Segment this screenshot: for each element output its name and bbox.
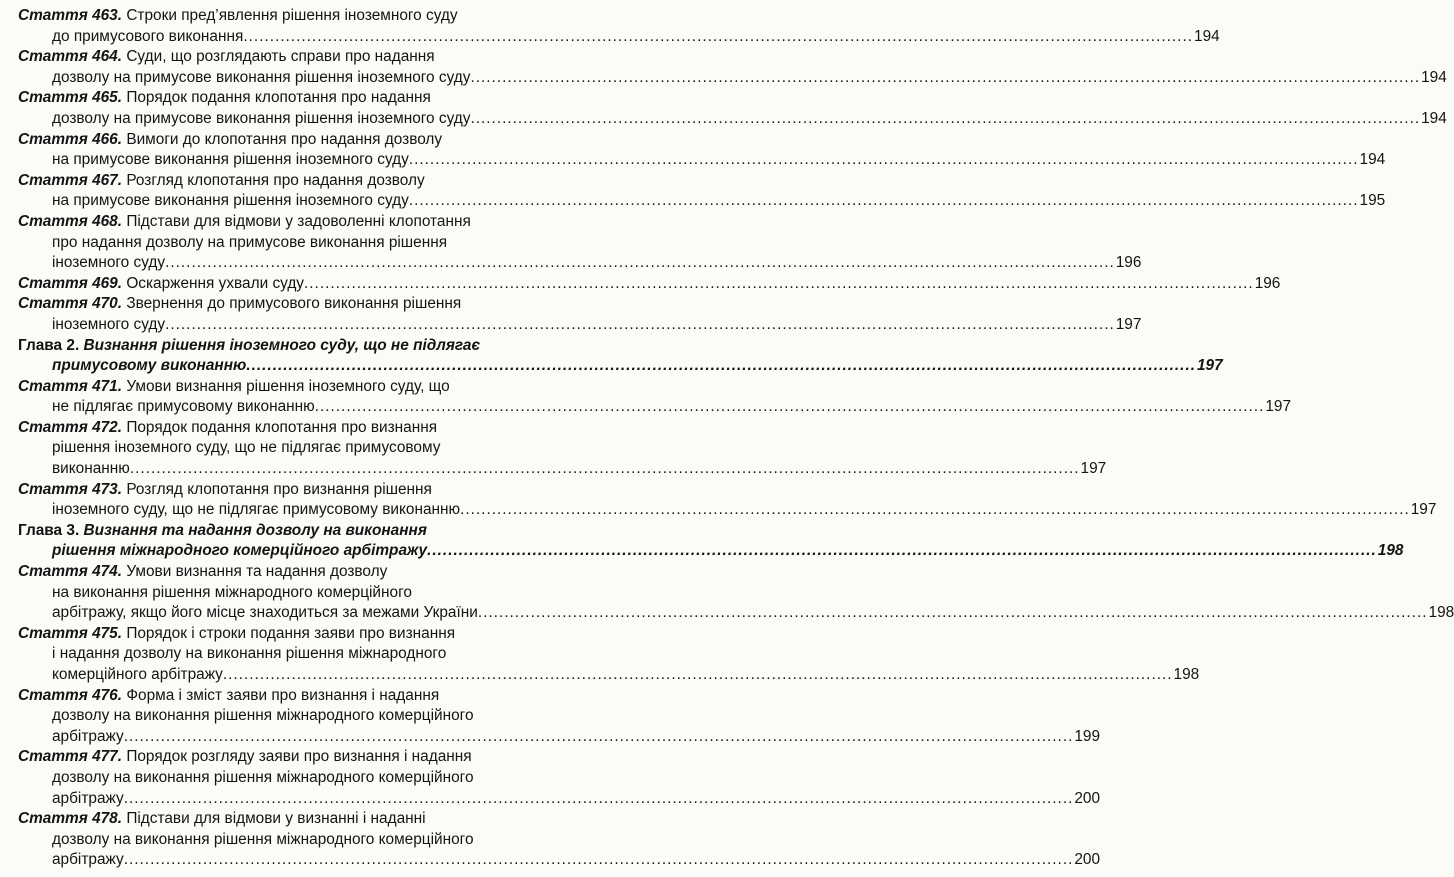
dot-leader	[409, 191, 1359, 212]
entry-title-text: про надання дозволу на примусове виконання рішення	[52, 233, 448, 251]
toc-line-text	[52, 191, 409, 212]
toc-chapter	[18, 521, 1404, 562]
toc-line	[18, 789, 1101, 810]
toc-article	[18, 171, 1386, 212]
article-label: Стаття 463.	[18, 7, 123, 24]
toc-line	[18, 562, 600, 583]
page-number: 200	[1074, 851, 1101, 869]
entry-title-text: Умови визнання рішення іноземного суду, що	[126, 377, 450, 395]
toc-line	[18, 130, 600, 151]
toc-line	[18, 191, 1386, 212]
dot-leader	[478, 603, 1428, 624]
entry-title-text: на виконання рішення міжнародного комерційного	[52, 583, 412, 601]
toc-line	[18, 459, 1107, 480]
table-of-contents	[18, 6, 1454, 871]
entry-title-text: Вимоги до клопотання про надання дозволу	[126, 130, 443, 148]
toc-line-text	[52, 850, 124, 871]
entry-title-text: арбітражу	[52, 789, 124, 807]
toc-article	[18, 624, 1200, 686]
dot-leader	[460, 500, 1410, 521]
toc-line	[18, 438, 600, 459]
article-label: Стаття 470.	[18, 295, 123, 313]
entry-title-text: арбітражу, якщо його місце знаходиться за межами України	[52, 604, 478, 622]
page-number: 195	[1359, 192, 1386, 210]
chapter-label: Глава 2.	[18, 336, 80, 354]
entry-title-text: Розгляд клопотання про визнання рішення	[126, 480, 432, 498]
entry-title-text: Порядок розгляду заяви про визнання і надання	[126, 748, 472, 766]
entry-title-text: Оскарження ухвали суду	[126, 274, 304, 292]
entry-title-text: Строки пред’явлення рішення іноземного суду	[126, 7, 458, 24]
page-number: 194	[1359, 151, 1386, 169]
toc-article	[18, 809, 1101, 871]
article-label: Стаття 467.	[18, 171, 123, 189]
article-label: Стаття 466.	[18, 130, 123, 148]
toc-line	[18, 171, 600, 192]
page-number: 197	[1265, 398, 1292, 416]
entry-title-text: примусовому виконанню	[52, 357, 247, 375]
entry-title-text: дозволу на примусове виконання рішення іноземного суду	[52, 68, 471, 86]
toc-line-text	[52, 500, 460, 521]
entry-title-text: виконанню	[52, 460, 130, 478]
toc-line	[18, 603, 1454, 624]
article-label: Стаття 469.	[18, 274, 123, 292]
dot-leader	[304, 274, 1254, 295]
dot-leader	[409, 150, 1359, 171]
entry-title-text: дозволу на примусове виконання рішення іноземного суду	[52, 109, 471, 127]
toc-line	[18, 377, 600, 398]
toc-line	[18, 727, 1101, 748]
page-number: 194	[1421, 109, 1447, 127]
article-label: Стаття 464.	[18, 48, 123, 66]
toc-line-text	[52, 253, 165, 274]
toc-line	[18, 418, 600, 439]
entry-title-text: Розгляд клопотання про надання дозволу	[126, 171, 425, 189]
toc-line	[18, 850, 1101, 871]
dot-leader	[470, 68, 1420, 89]
article-label: Стаття 475.	[18, 624, 123, 642]
toc-line-text	[52, 397, 315, 418]
entry-title-text: дозволу на виконання рішення міжнародного комерційного	[52, 707, 474, 725]
entry-title-text: арбітражу	[52, 851, 124, 869]
entry-title-text: Порядок подання клопотання про надання	[126, 89, 431, 107]
toc-line	[18, 233, 600, 254]
toc-line	[18, 27, 1220, 48]
page-number: 197	[1410, 501, 1437, 519]
dot-leader	[427, 541, 1377, 562]
toc-line-text	[52, 727, 124, 748]
page-number: 198	[1377, 542, 1404, 560]
entry-title-text: Умови визнання та надання дозволу	[126, 563, 388, 581]
page-number: 197	[1080, 460, 1107, 478]
toc-article	[18, 418, 1107, 480]
toc-line	[18, 706, 600, 727]
entry-title-text: Форма і зміст заяви про визнання і надання	[126, 686, 440, 704]
toc-line	[18, 150, 1386, 171]
entry-title-text: дозволу на виконання рішення міжнародного комерційного	[52, 768, 474, 786]
toc-line	[18, 747, 600, 768]
article-label: Стаття 471.	[18, 377, 123, 395]
page-number: 196	[1254, 274, 1281, 292]
toc-line	[18, 68, 1447, 89]
toc-chapter	[18, 336, 1223, 377]
article-label: Стаття 473.	[18, 480, 123, 498]
entry-title-text: Підстави для відмови у задоволенні клопотання	[126, 212, 471, 230]
toc-article	[18, 747, 1101, 809]
toc-line	[18, 356, 1223, 377]
entry-title-text: Порядок і строки подання заяви про визнання	[126, 624, 456, 642]
toc-article	[18, 88, 1447, 129]
toc-line	[18, 6, 600, 27]
toc-line-text	[52, 27, 243, 48]
page-number: 197	[1197, 357, 1223, 375]
toc-line	[18, 480, 600, 501]
article-label: Стаття 465.	[18, 89, 123, 107]
toc-article	[18, 47, 1447, 88]
toc-line-text	[52, 315, 165, 336]
toc-line	[18, 88, 600, 109]
entry-title-text: рішення іноземного суду, що не підлягає примусовому	[52, 439, 441, 457]
toc-line-text	[52, 459, 130, 480]
toc-article	[18, 562, 1454, 624]
dot-leader	[165, 253, 1115, 274]
toc-line	[18, 624, 600, 645]
page-number: 194	[1421, 68, 1447, 86]
entry-title-text: Визнання та надання дозволу на виконання	[83, 521, 427, 539]
entry-title-text: дозволу на виконання рішення міжнародного комерційного	[52, 830, 474, 848]
dot-leader	[470, 109, 1420, 130]
page-number: 200	[1074, 789, 1101, 807]
entry-title-text: арбітражу	[52, 727, 124, 745]
toc-article	[18, 294, 1142, 335]
dot-leader	[243, 27, 1193, 48]
toc-line	[18, 521, 600, 542]
article-label: Стаття 476.	[18, 686, 123, 704]
toc-article	[18, 6, 1220, 47]
toc-line-text	[18, 274, 304, 295]
toc-line	[18, 212, 600, 233]
article-label: Стаття 472.	[18, 418, 123, 436]
toc-line	[18, 768, 600, 789]
toc-line	[18, 253, 1142, 274]
dot-leader	[315, 397, 1265, 418]
entry-title-text: Суди, що розглядають справи про надання	[126, 48, 435, 66]
toc-line	[18, 336, 600, 357]
toc-article	[18, 377, 1292, 418]
toc-line	[18, 274, 1281, 295]
article-label: Стаття 478.	[18, 810, 123, 828]
article-label: Стаття 468.	[18, 212, 123, 230]
chapter-label: Глава 3.	[18, 521, 80, 539]
toc-line	[18, 830, 600, 851]
entry-title-text: Порядок подання клопотання про визнання	[126, 418, 438, 436]
toc-line	[18, 500, 1437, 521]
toc-line-text	[52, 665, 223, 686]
entry-title-text: іноземного суду, що не підлягає примусовому виконанню	[52, 501, 461, 519]
toc-line-text	[52, 356, 246, 377]
toc-line	[18, 109, 1447, 130]
dot-leader	[124, 789, 1074, 810]
toc-line-text	[52, 603, 478, 624]
toc-line	[18, 644, 600, 665]
toc-line	[18, 809, 600, 830]
entry-title-text: Звернення до примусового виконання рішення	[126, 295, 462, 313]
toc-article	[18, 686, 1101, 748]
dot-leader	[124, 727, 1074, 748]
entry-title-text: рішення міжнародного комерційного арбітражу	[52, 542, 428, 560]
toc-line	[18, 665, 1200, 686]
toc-line-text	[52, 789, 124, 810]
entry-title-text: не підлягає примусовому виконанню	[52, 398, 315, 416]
entry-title-text: Визнання рішення іноземного суду, що не підлягає	[83, 336, 481, 354]
toc-line-text	[52, 541, 427, 562]
toc-line	[18, 294, 600, 315]
dot-leader	[246, 356, 1196, 377]
article-label: Стаття 474.	[18, 563, 123, 581]
entry-title-text: комерційного арбітражу	[52, 666, 223, 683]
entry-title-text: іноземного суду	[52, 315, 166, 333]
entry-title-text: на примусове виконання рішення іноземного суду	[52, 151, 409, 169]
toc-line-text	[52, 68, 470, 89]
toc-line	[18, 315, 1142, 336]
entry-title-text: на примусове виконання рішення іноземного суду	[52, 192, 409, 210]
dot-leader	[124, 850, 1074, 871]
entry-title-text: і надання дозволу на виконання рішення міжнародного	[52, 645, 447, 663]
page-number: 198	[1173, 666, 1200, 683]
toc-article	[18, 480, 1437, 521]
toc-line	[18, 686, 600, 707]
toc-article	[18, 130, 1386, 171]
page-number: 194	[1194, 27, 1220, 45]
entry-title-text: Підстави для відмови у визнанні і наданні	[126, 810, 426, 828]
toc-line	[18, 541, 1404, 562]
toc-line	[18, 583, 600, 604]
dot-leader	[223, 665, 1173, 686]
page-number: 199	[1074, 727, 1101, 745]
toc-line	[18, 47, 600, 68]
toc-line-text	[52, 150, 409, 171]
page-number: 198	[1428, 604, 1454, 622]
toc-article	[18, 274, 1281, 295]
entry-title-text: іноземного суду	[52, 254, 166, 272]
dot-leader	[165, 315, 1115, 336]
toc-line-text	[52, 109, 470, 130]
page-number: 197	[1115, 315, 1142, 333]
page-number: 196	[1115, 254, 1142, 272]
toc-article	[18, 212, 1142, 274]
toc-line	[18, 397, 1292, 418]
dot-leader	[130, 459, 1080, 480]
article-label: Стаття 477.	[18, 748, 123, 766]
entry-title-text: до примусового виконання	[52, 27, 244, 45]
